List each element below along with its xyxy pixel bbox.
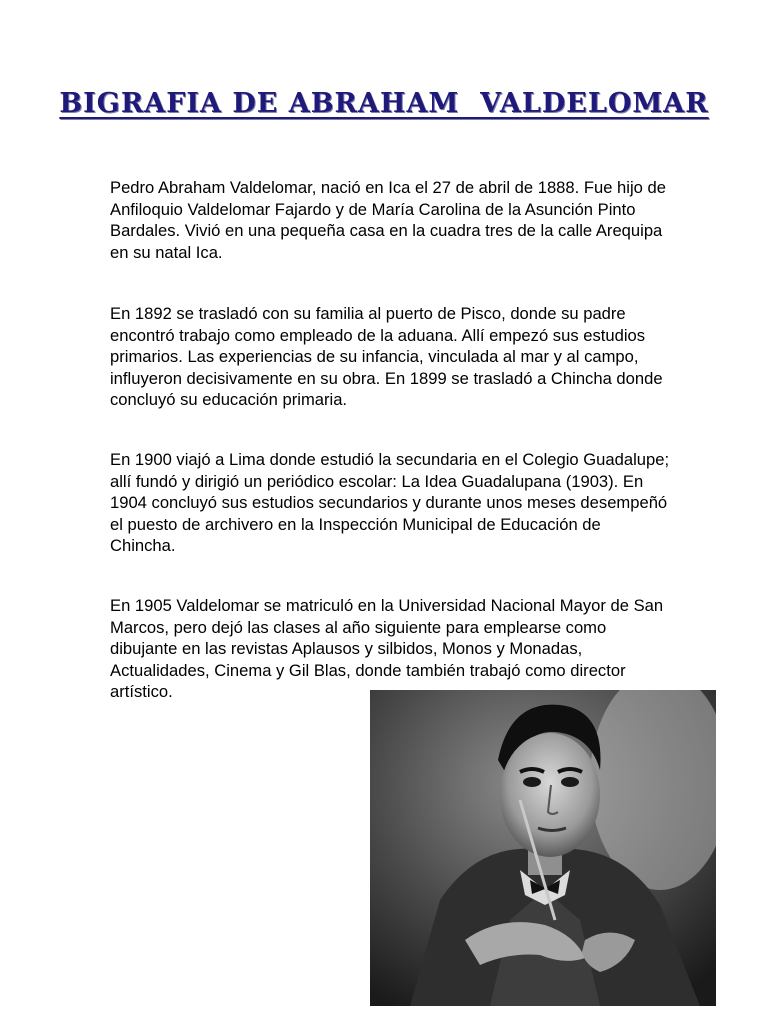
paragraph-pisco: En 1892 se trasladó con su familia al puerto de Pisco, donde su padre encontró trabajo como empleado de la aduana. Allí empezó sus estudios primarios. Las experiencias de su infancia, vinculada al mar y al campo, influyeron decisivamente en su obra. En 1899 se trasladó a Chincha donde concluyó su educación primaria. bbox=[110, 304, 663, 410]
paragraph-birth: Pedro Abraham Valdelomar, nació en Ica el 27 de abril de 1888. Fue hijo de Anfiloquio Valdelomar Fajardo y de María Carolina de la Asunción Pinto Bardales. Vivió en una pequeña casa en la cuadra tres de la calle Arequipa en su natal Ica. bbox=[110, 178, 666, 262]
document-title: BIGRAFIA DE ABRAHAM VALDELOMAR bbox=[59, 88, 709, 119]
paragraph-lima: En 1900 viajó a Lima donde estudió la secundaria en el Colegio Guadalupe; allí fundó y dirigió un periódico escolar: La Idea Guadalupana (1903). En 1904 concluyó sus estudios secundarios y durante unos meses desempeñó el puesto de archivero en la Inspección Municipal de Educación de Chincha. bbox=[110, 450, 670, 556]
portrait-photo bbox=[370, 690, 716, 1006]
portrait-illustration bbox=[370, 690, 716, 1006]
paragraph-san-marcos: En 1905 Valdelomar se matriculó en la Universidad Nacional Mayor de San Marcos, pero dejó las clases al año siguiente para emplearse como dibujante en las revistas Aplausos y silbidos, Monos y Monadas, Actualidades, Cinema y Gil Blas, donde también trabajó como director artístico. bbox=[110, 596, 664, 702]
